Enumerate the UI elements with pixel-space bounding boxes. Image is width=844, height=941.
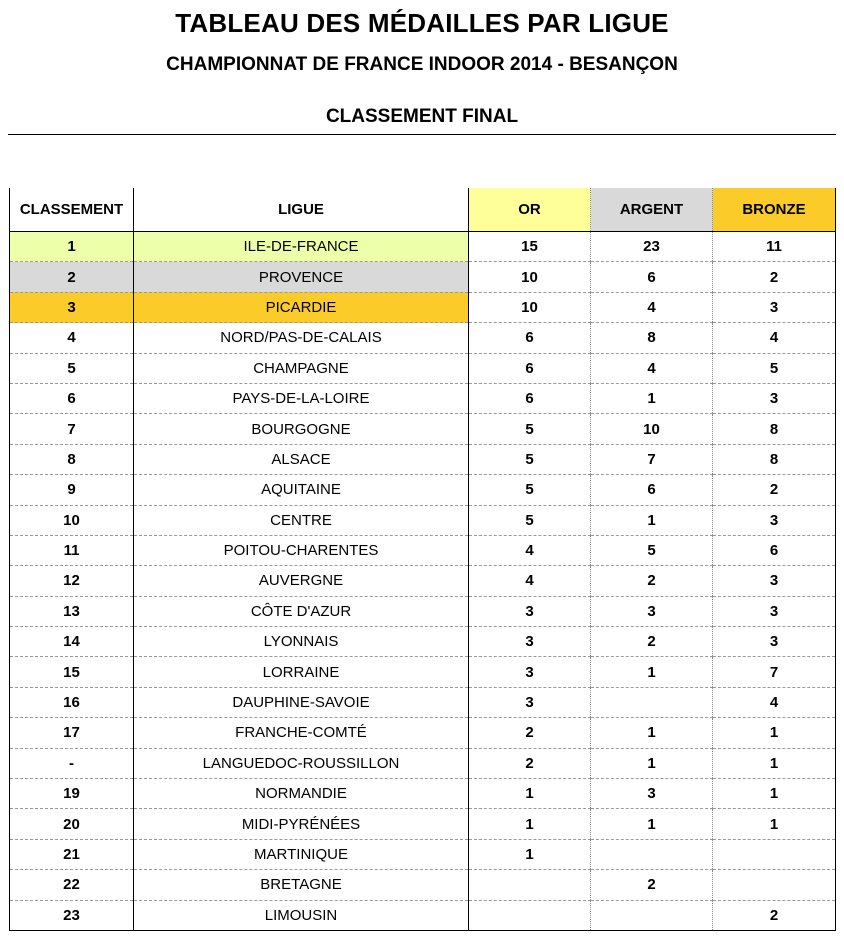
cell-or: 6 bbox=[469, 383, 591, 413]
cell-ligue: LANGUEDOC-ROUSSILLON bbox=[134, 748, 469, 778]
cell-argent: 1 bbox=[591, 718, 713, 748]
cell-bronze: 1 bbox=[713, 718, 836, 748]
table-row bbox=[10, 809, 836, 839]
table-row bbox=[10, 444, 836, 474]
column-header-ligue: LIGUE bbox=[134, 188, 469, 232]
cell-argent: 10 bbox=[591, 414, 713, 444]
cell-or: 3 bbox=[469, 596, 591, 626]
cell-classement: 10 bbox=[10, 505, 134, 535]
cell-ligue: NORMANDIE bbox=[134, 779, 469, 809]
cell-ligue: LORRAINE bbox=[134, 657, 469, 687]
cell-argent bbox=[591, 900, 713, 930]
cell-argent bbox=[591, 839, 713, 869]
cell-bronze: 8 bbox=[713, 444, 836, 474]
cell-argent bbox=[591, 687, 713, 717]
cell-classement: 12 bbox=[10, 566, 134, 596]
cell-classement: 7 bbox=[10, 414, 134, 444]
cell-bronze: 3 bbox=[713, 292, 836, 322]
cell-bronze: 1 bbox=[713, 779, 836, 809]
cell-argent: 5 bbox=[591, 535, 713, 565]
section-heading: CLASSEMENT FINAL bbox=[325, 106, 519, 127]
cell-ligue: CÔTE D'AZUR bbox=[134, 596, 469, 626]
cell-bronze bbox=[713, 870, 836, 900]
cell-classement: 20 bbox=[10, 809, 134, 839]
cell-or: 10 bbox=[469, 292, 591, 322]
cell-or: 4 bbox=[469, 535, 591, 565]
table-row bbox=[10, 414, 836, 444]
cell-argent: 4 bbox=[591, 353, 713, 383]
cell-bronze: 2 bbox=[713, 262, 836, 292]
cell-ligue: NORD/PAS-DE-CALAIS bbox=[134, 323, 469, 353]
table-row bbox=[10, 383, 836, 413]
cell-bronze: 11 bbox=[713, 232, 836, 262]
cell-bronze: 4 bbox=[713, 687, 836, 717]
cell-classement: 3 bbox=[10, 292, 134, 322]
table-row bbox=[10, 353, 836, 383]
cell-bronze: 3 bbox=[713, 596, 836, 626]
cell-classement: 4 bbox=[10, 323, 134, 353]
cell-ligue: DAUPHINE-SAVOIE bbox=[134, 687, 469, 717]
column-header-classement: CLASSEMENT bbox=[10, 188, 134, 232]
cell-bronze: 6 bbox=[713, 535, 836, 565]
table-row bbox=[10, 657, 836, 687]
cell-argent: 23 bbox=[591, 232, 713, 262]
table-row bbox=[10, 779, 836, 809]
cell-argent: 2 bbox=[591, 566, 713, 596]
cell-classement: 1 bbox=[10, 232, 134, 262]
cell-ligue: BRETAGNE bbox=[134, 870, 469, 900]
cell-argent: 1 bbox=[591, 657, 713, 687]
cell-or: 3 bbox=[469, 687, 591, 717]
table-row bbox=[10, 475, 836, 505]
cell-ligue: MIDI-PYRÉNÉES bbox=[134, 809, 469, 839]
cell-bronze: 3 bbox=[713, 566, 836, 596]
table-row bbox=[10, 535, 836, 565]
cell-ligue: ILE-DE-FRANCE bbox=[134, 232, 469, 262]
cell-classement: 8 bbox=[10, 444, 134, 474]
table-row bbox=[10, 323, 836, 353]
cell-argent: 1 bbox=[591, 505, 713, 535]
cell-ligue: PROVENCE bbox=[134, 262, 469, 292]
cell-bronze: 2 bbox=[713, 900, 836, 930]
cell-classement: 2 bbox=[10, 262, 134, 292]
cell-or: 5 bbox=[469, 505, 591, 535]
cell-argent: 1 bbox=[591, 748, 713, 778]
cell-or: 15 bbox=[469, 232, 591, 262]
table-row bbox=[10, 870, 836, 900]
cell-classement: 21 bbox=[10, 839, 134, 869]
cell-classement: 23 bbox=[10, 900, 134, 930]
table-row bbox=[10, 262, 836, 292]
table-body bbox=[10, 232, 836, 931]
cell-classement: 5 bbox=[10, 353, 134, 383]
cell-or: 2 bbox=[469, 718, 591, 748]
cell-bronze: 1 bbox=[713, 809, 836, 839]
cell-ligue: POITOU-CHARENTES bbox=[134, 535, 469, 565]
cell-bronze: 4 bbox=[713, 323, 836, 353]
cell-or: 5 bbox=[469, 475, 591, 505]
page-title: TABLEAU DES MÉDAILLES PAR LIGUE bbox=[175, 8, 669, 38]
column-header-argent: ARGENT bbox=[591, 188, 713, 232]
cell-bronze bbox=[713, 839, 836, 869]
table-row bbox=[10, 687, 836, 717]
cell-argent: 1 bbox=[591, 383, 713, 413]
cell-or: 10 bbox=[469, 262, 591, 292]
cell-or: 6 bbox=[469, 323, 591, 353]
cell-or: 2 bbox=[469, 748, 591, 778]
table-row bbox=[10, 232, 836, 262]
cell-or: 3 bbox=[469, 627, 591, 657]
table-row bbox=[10, 718, 836, 748]
cell-argent: 2 bbox=[591, 627, 713, 657]
cell-or: 3 bbox=[469, 657, 591, 687]
cell-ligue: ALSACE bbox=[134, 444, 469, 474]
table-header-row bbox=[10, 188, 836, 232]
table-row bbox=[10, 627, 836, 657]
cell-ligue: PICARDIE bbox=[134, 292, 469, 322]
cell-argent: 8 bbox=[591, 323, 713, 353]
cell-or: 4 bbox=[469, 566, 591, 596]
cell-classement: 6 bbox=[10, 383, 134, 413]
cell-classement: 13 bbox=[10, 596, 134, 626]
table-row bbox=[10, 839, 836, 869]
cell-or: 1 bbox=[469, 779, 591, 809]
cell-bronze: 2 bbox=[713, 475, 836, 505]
cell-bronze: 1 bbox=[713, 748, 836, 778]
cell-argent: 6 bbox=[591, 262, 713, 292]
table-row bbox=[10, 900, 836, 930]
cell-or bbox=[469, 900, 591, 930]
table-row bbox=[10, 292, 836, 322]
cell-ligue: AUVERGNE bbox=[134, 566, 469, 596]
cell-argent: 3 bbox=[591, 779, 713, 809]
cell-classement: 11 bbox=[10, 535, 134, 565]
table-row bbox=[10, 596, 836, 626]
cell-bronze: 7 bbox=[713, 657, 836, 687]
cell-classement: - bbox=[10, 748, 134, 778]
cell-argent: 3 bbox=[591, 596, 713, 626]
cell-bronze: 3 bbox=[713, 627, 836, 657]
page-subtitle: CHAMPIONNAT DE FRANCE INDOOR 2014 - BESANÇON bbox=[166, 54, 678, 75]
cell-or: 1 bbox=[469, 839, 591, 869]
cell-ligue: BOURGOGNE bbox=[134, 414, 469, 444]
cell-ligue: CHAMPAGNE bbox=[134, 353, 469, 383]
cell-argent: 1 bbox=[591, 809, 713, 839]
cell-ligue: FRANCHE-COMTÉ bbox=[134, 718, 469, 748]
cell-bronze: 3 bbox=[713, 383, 836, 413]
cell-argent: 7 bbox=[591, 444, 713, 474]
cell-ligue: MARTINIQUE bbox=[134, 839, 469, 869]
cell-classement: 17 bbox=[10, 718, 134, 748]
heading-divider bbox=[8, 134, 836, 135]
cell-or: 5 bbox=[469, 414, 591, 444]
cell-argent: 2 bbox=[591, 870, 713, 900]
cell-classement: 22 bbox=[10, 870, 134, 900]
cell-ligue: PAYS-DE-LA-LOIRE bbox=[134, 383, 469, 413]
cell-bronze: 3 bbox=[713, 505, 836, 535]
cell-argent: 4 bbox=[591, 292, 713, 322]
medal-table bbox=[9, 188, 836, 931]
column-header-or: OR bbox=[469, 188, 591, 232]
cell-ligue: LYONNAIS bbox=[134, 627, 469, 657]
table-row bbox=[10, 566, 836, 596]
cell-ligue: AQUITAINE bbox=[134, 475, 469, 505]
cell-ligue: LIMOUSIN bbox=[134, 900, 469, 930]
column-header-bronze: BRONZE bbox=[713, 188, 836, 232]
cell-classement: 14 bbox=[10, 627, 134, 657]
cell-classement: 19 bbox=[10, 779, 134, 809]
cell-bronze: 5 bbox=[713, 353, 836, 383]
table-row bbox=[10, 505, 836, 535]
cell-ligue: CENTRE bbox=[134, 505, 469, 535]
cell-or: 1 bbox=[469, 809, 591, 839]
cell-classement: 15 bbox=[10, 657, 134, 687]
cell-or: 5 bbox=[469, 444, 591, 474]
cell-or: 6 bbox=[469, 353, 591, 383]
cell-classement: 9 bbox=[10, 475, 134, 505]
cell-argent: 6 bbox=[591, 475, 713, 505]
cell-or bbox=[469, 870, 591, 900]
cell-classement: 16 bbox=[10, 687, 134, 717]
cell-bronze: 8 bbox=[713, 414, 836, 444]
table-row bbox=[10, 748, 836, 778]
